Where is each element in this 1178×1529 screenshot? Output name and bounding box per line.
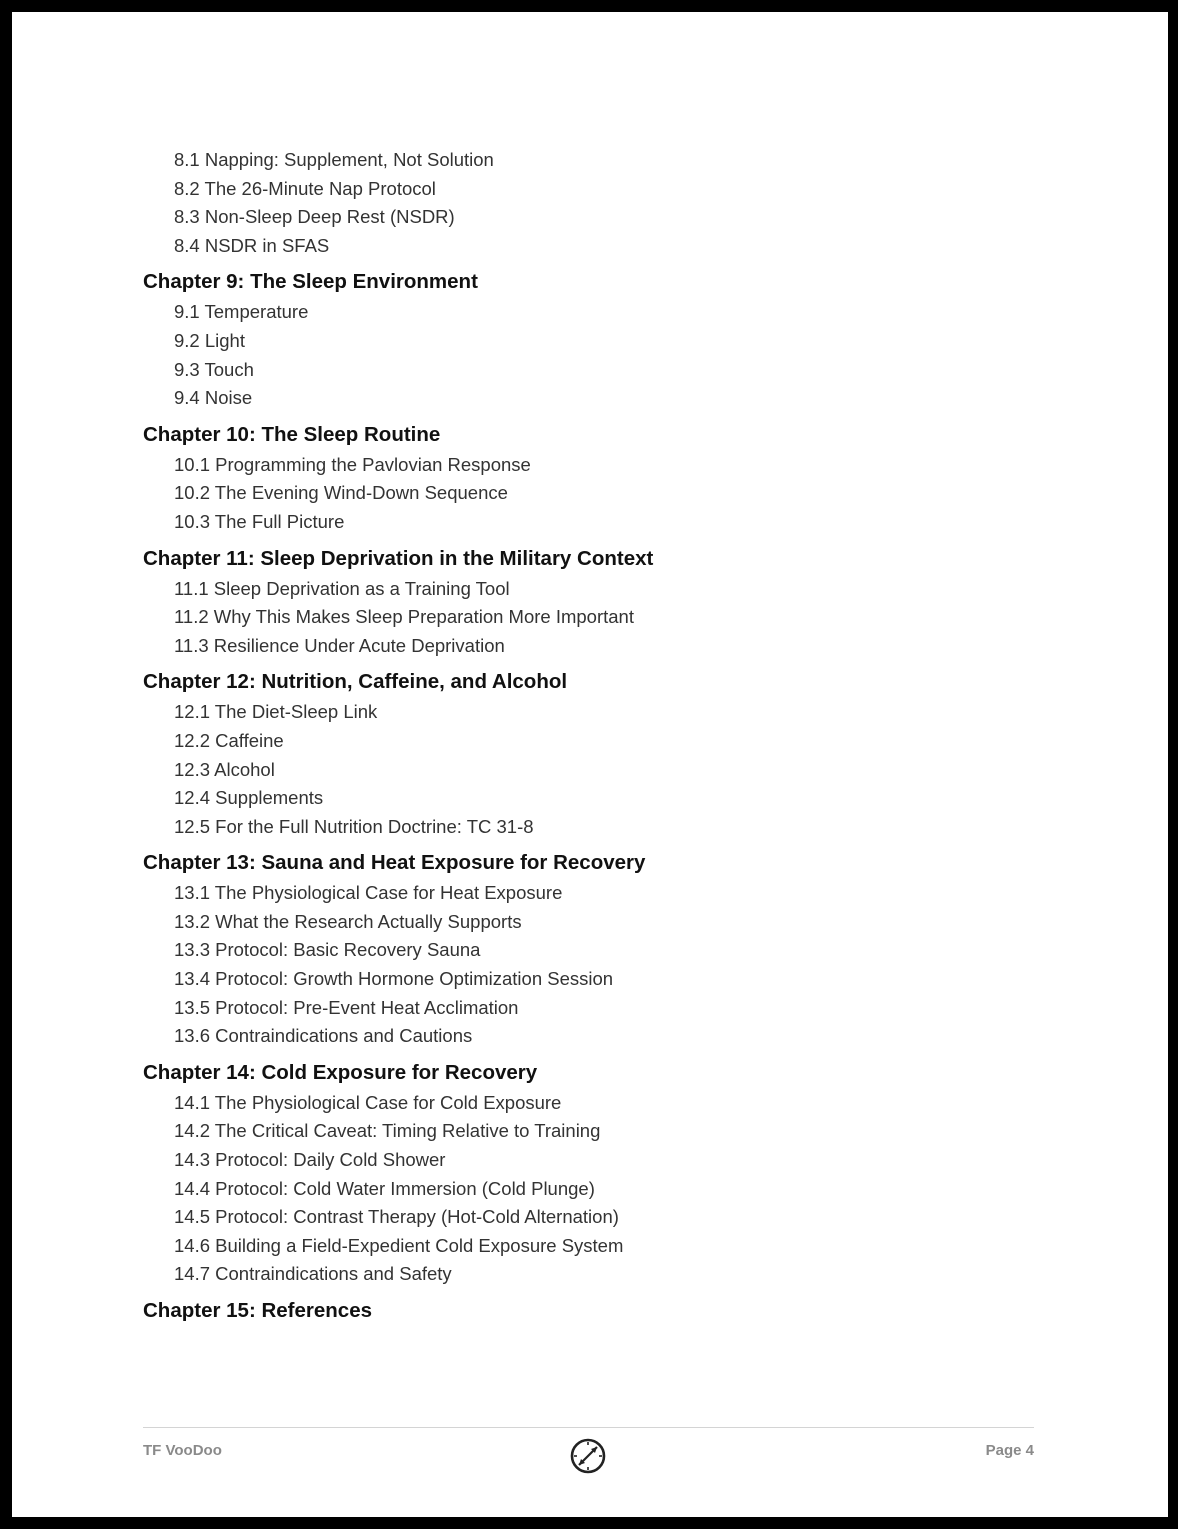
toc-section-entry[interactable]: 10.3 The Full Picture [174, 510, 345, 532]
toc-section-entry[interactable]: 10.1 Programming the Pavlovian Response [174, 453, 531, 475]
toc-section-entry[interactable]: 11.1 Sleep Deprivation as a Training Tool [174, 577, 510, 599]
toc-section-entry[interactable]: 9.3 Touch [174, 358, 254, 380]
toc-section-entry[interactable]: 12.3 Alcohol [174, 758, 275, 780]
toc-chapter-heading[interactable]: Chapter 9: The Sleep Environment [143, 270, 478, 294]
document-page [12, 12, 1168, 1517]
toc-section-entry[interactable]: 8.2 The 26-Minute Nap Protocol [174, 177, 436, 199]
toc-section-entry[interactable]: 14.2 The Critical Caveat: Timing Relative to Training [174, 1120, 601, 1142]
toc-section-entry[interactable]: 13.3 Protocol: Basic Recovery Sauna [174, 939, 481, 961]
toc-section-entry[interactable]: 12.4 Supplements [174, 787, 324, 809]
toc-section-entry[interactable]: 11.2 Why This Makes Sleep Preparation More Important [174, 606, 634, 628]
toc-section-entry[interactable]: 14.4 Protocol: Cold Water Immersion (Cold Plunge) [174, 1177, 595, 1199]
toc-section-entry[interactable]: 14.1 The Physiological Case for Cold Exposure [174, 1091, 562, 1113]
page-number: Page 4 [985, 1442, 1034, 1459]
toc-chapter-heading[interactable]: Chapter 12: Nutrition, Caffeine, and Alcohol [143, 670, 568, 694]
toc-section-entry[interactable]: 8.1 Napping: Supplement, Not Solution [174, 149, 494, 170]
toc-section-entry[interactable]: 9.4 Noise [174, 387, 253, 409]
toc-section-entry[interactable]: 9.1 Temperature [174, 301, 309, 323]
toc-section-entry[interactable]: 13.2 What the Research Actually Supports [174, 910, 522, 932]
toc-section-entry[interactable]: 8.4 NSDR in SFAS [174, 234, 330, 256]
toc-section-entry[interactable]: 13.6 Contraindications and Cautions [174, 1025, 473, 1047]
toc-section-entry[interactable]: 8.3 Non-Sleep Deep Rest (NSDR) [174, 206, 455, 228]
toc-chapter-heading[interactable]: Chapter 11: Sleep Deprivation in the Military Context [143, 546, 654, 570]
footer-divider [143, 1427, 1034, 1428]
toc-section-entry[interactable]: 9.2 Light [174, 329, 245, 351]
compass-logo-icon [569, 1437, 607, 1475]
toc-section-entry[interactable]: 14.7 Contraindications and Safety [174, 1263, 452, 1285]
toc-chapter-heading[interactable]: Chapter 13: Sauna and Heat Exposure for Recovery [143, 851, 646, 875]
toc-section-entry[interactable]: 14.6 Building a Field-Expedient Cold Exposure System [174, 1234, 624, 1256]
toc-section-entry[interactable]: 12.1 The Diet-Sleep Link [174, 701, 378, 723]
toc-section-entry[interactable]: 10.2 The Evening Wind-Down Sequence [174, 482, 508, 504]
toc-section-entry[interactable]: 12.5 For the Full Nutrition Doctrine: TC 31-8 [174, 815, 534, 837]
toc-section-entry[interactable]: 14.3 Protocol: Daily Cold Shower [174, 1149, 446, 1171]
table-of-contents [143, 146, 1043, 1327]
toc-chapter-heading[interactable]: Chapter 14: Cold Exposure for Recovery [143, 1060, 538, 1084]
toc-section-entry[interactable]: 13.5 Protocol: Pre-Event Heat Acclimation [174, 996, 519, 1018]
toc-section-entry[interactable]: 12.2 Caffeine [174, 729, 284, 751]
toc-section-entry[interactable]: 13.1 The Physiological Case for Heat Exposure [174, 882, 563, 904]
toc-section-entry[interactable]: 14.5 Protocol: Contrast Therapy (Hot-Cold Alternation) [174, 1206, 619, 1228]
toc-section-entry[interactable]: 13.4 Protocol: Growth Hormone Optimization Session [174, 968, 614, 990]
toc-chapter-heading[interactable]: Chapter 10: The Sleep Routine [143, 422, 441, 446]
footer-title: TF VooDoo [143, 1442, 222, 1459]
toc-chapter-heading[interactable]: Chapter 15: References [143, 1299, 373, 1322]
toc-section-entry[interactable]: 11.3 Resilience Under Acute Deprivation [174, 634, 505, 656]
